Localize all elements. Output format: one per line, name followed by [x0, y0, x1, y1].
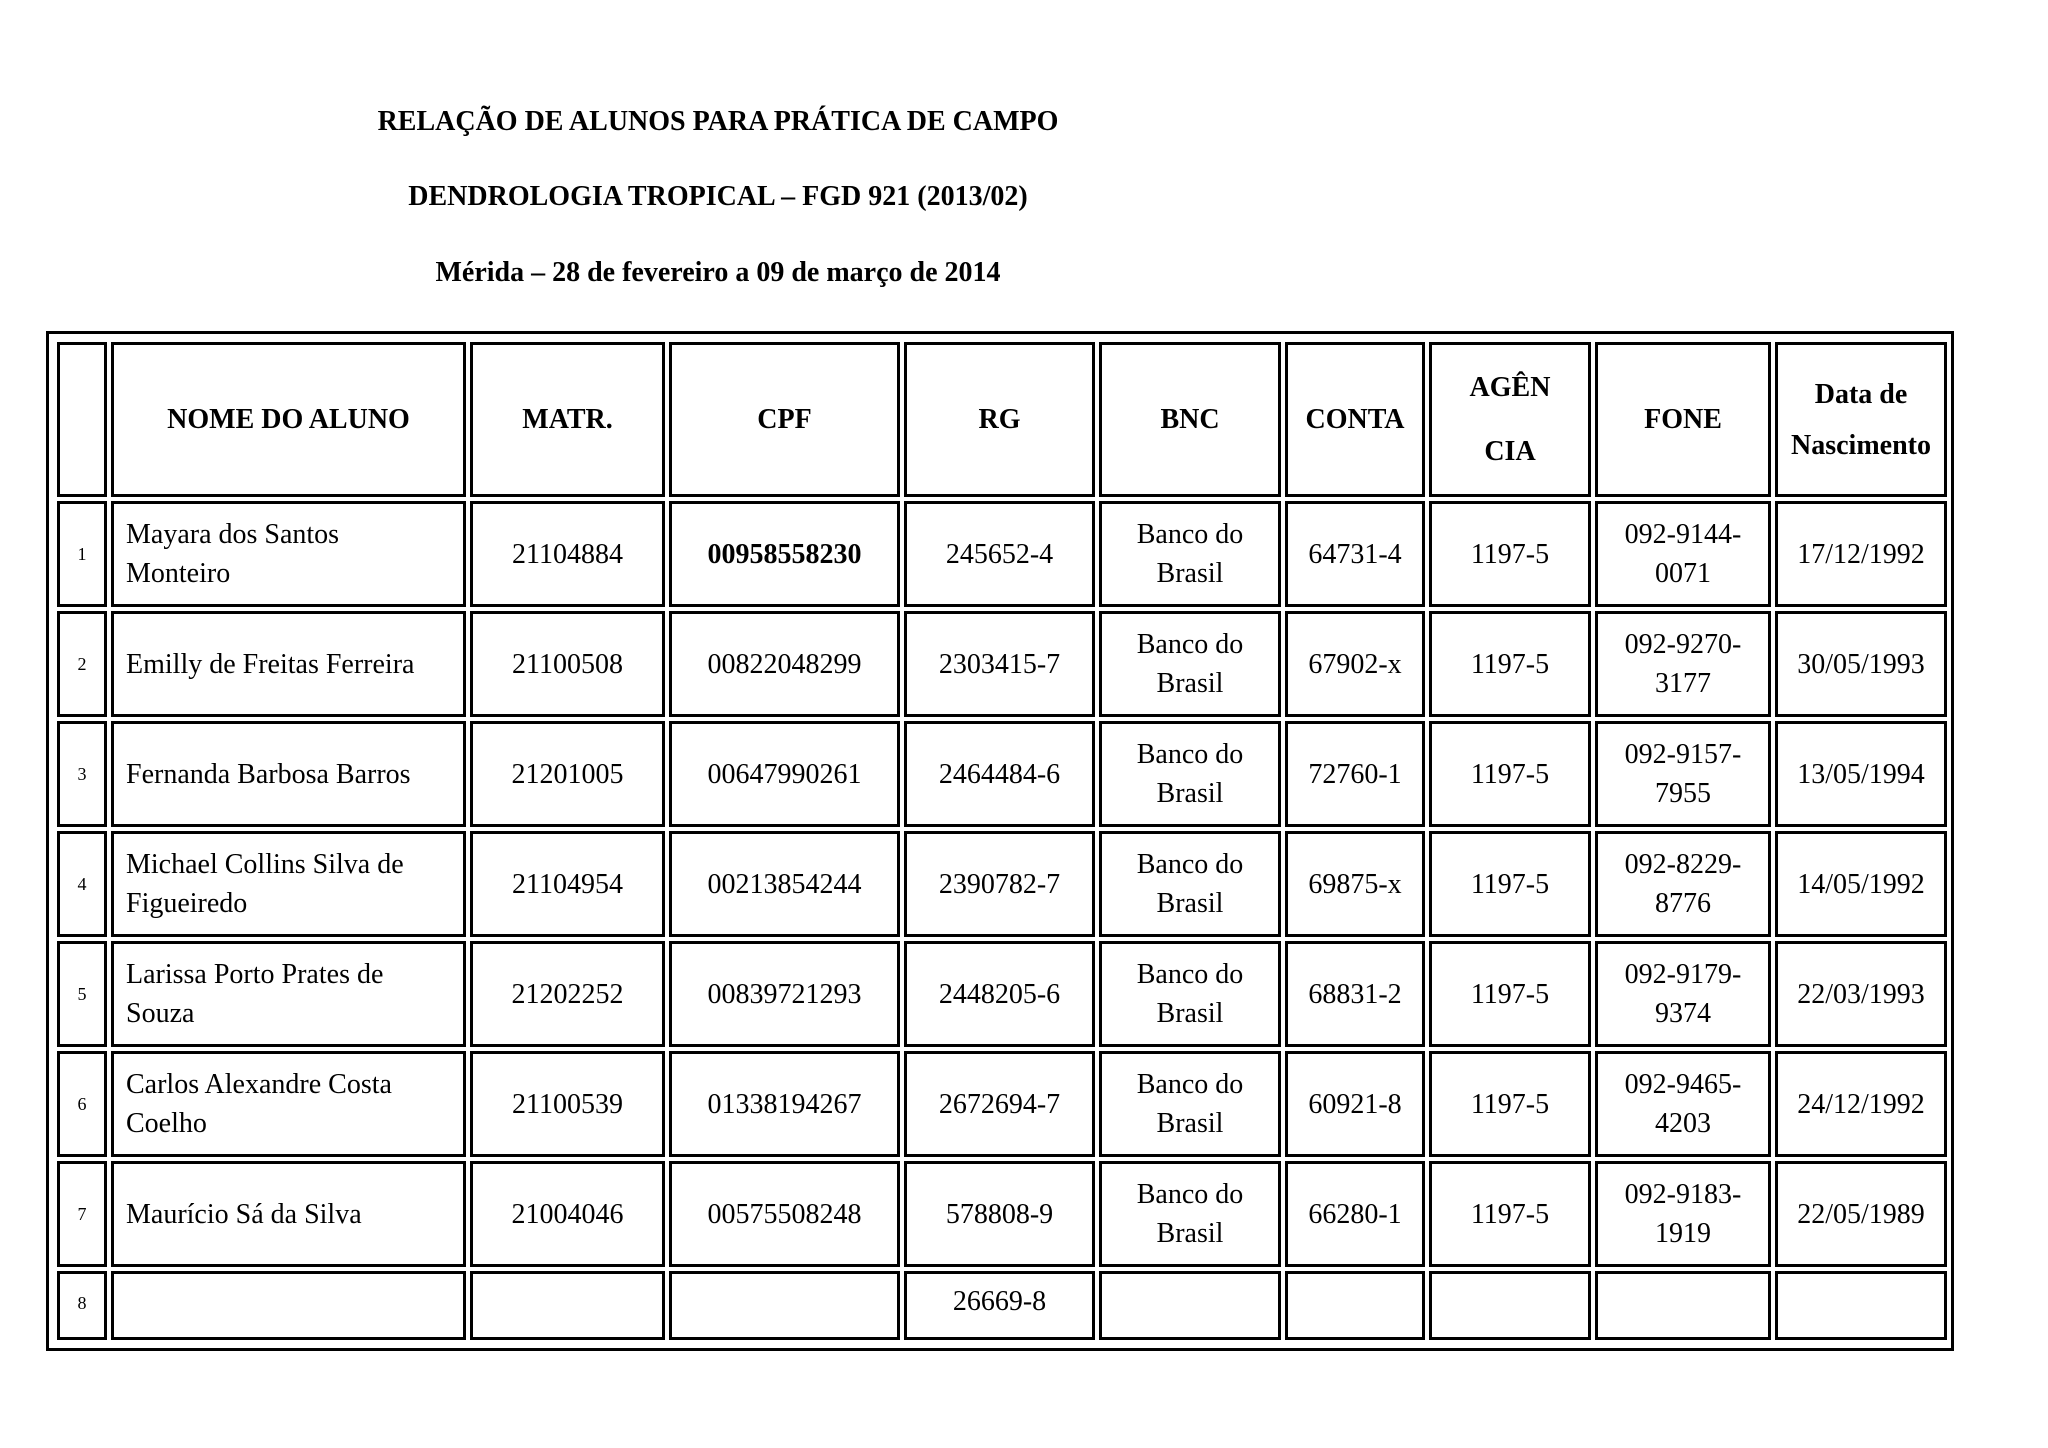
cell-num — [57, 1051, 107, 1157]
cell-bnc-line2: Brasil — [1156, 668, 1224, 699]
students-table-frame — [46, 331, 1954, 1351]
table-row — [57, 1051, 1947, 1157]
cell-rg — [904, 1161, 1095, 1267]
cell-fone-line1: 092-9179- — [1624, 959, 1742, 990]
cell-cpf-line1: 01338194267 — [707, 1088, 862, 1120]
cell-cpf — [669, 831, 900, 937]
cell-nome-line1: Fernanda Barbosa Barros — [126, 758, 411, 790]
cell-nome — [111, 1271, 466, 1340]
cell-fone-line1: 092-8229- — [1624, 849, 1742, 880]
cell-rg — [904, 1271, 1095, 1340]
cell-cpf-line1: 00575508248 — [707, 1198, 862, 1230]
cell-agencia — [1429, 941, 1591, 1047]
cell-matr-line1: 21100508 — [512, 648, 623, 680]
cell-nome — [111, 611, 466, 717]
cell-conta-line1: 60921-8 — [1308, 1088, 1402, 1120]
cell-matr — [470, 1271, 665, 1340]
cell-matr — [470, 721, 665, 827]
cell-num — [57, 501, 107, 607]
cell-fone-line2: 7955 — [1655, 778, 1711, 809]
cell-rg-line1: 2390782-7 — [938, 868, 1061, 900]
cell-cpf-line1: 00839721293 — [707, 978, 862, 1010]
cell-agencia — [1429, 501, 1591, 607]
cell-agencia-line1: 1197-5 — [1470, 758, 1550, 790]
cell-num-line1: 8 — [77, 1293, 87, 1313]
cell-fone — [1595, 1161, 1771, 1267]
cell-bnc — [1099, 721, 1281, 827]
cell-agencia — [1429, 1271, 1591, 1340]
cell-matr-line1: 21201005 — [511, 758, 624, 790]
cell-fone-line1: 092-9270- — [1624, 629, 1742, 660]
cell-rg — [904, 611, 1095, 717]
header-nascimento-line1: Data de — [1814, 378, 1908, 410]
cell-bnc-line1: Banco do — [1136, 849, 1244, 880]
cell-fone-line2: 9374 — [1655, 998, 1711, 1029]
cell-nome-line2: Monteiro — [126, 558, 231, 589]
cell-matr — [470, 941, 665, 1047]
course-subtitle: DENDROLOGIA TROPICAL – FGD 921 (2013/02) — [408, 181, 1028, 212]
cell-fone-line1: 092-9157- — [1624, 739, 1742, 770]
cell-fone-line2: 1919 — [1655, 1218, 1711, 1249]
cell-nome-line2: Figueiredo — [126, 888, 248, 919]
header-agencia-line2: CIA — [1484, 435, 1536, 467]
cell-fone — [1595, 1271, 1771, 1340]
cell-rg-line1: 578808-9 — [945, 1198, 1054, 1230]
cell-matr-line1: 21202252 — [511, 978, 624, 1010]
location-dates: Mérida – 28 de fevereiro a 09 de março de 2014 — [435, 257, 1001, 288]
cell-nome-line1: Larissa Porto Prates de — [126, 959, 384, 990]
cell-nascimento — [1775, 1161, 1947, 1267]
cell-nome-line1: Michael Collins Silva de — [126, 849, 404, 880]
cell-conta-line1: 64731-4 — [1308, 538, 1402, 570]
cell-bnc-line2: Brasil — [1156, 888, 1224, 919]
cell-rg-line1: 2303415-7 — [938, 648, 1061, 680]
cell-bnc — [1099, 1271, 1281, 1340]
cell-cpf-line1: 00647990261 — [707, 758, 862, 790]
cell-nome — [111, 941, 466, 1047]
cell-fone — [1595, 1051, 1771, 1157]
cell-conta-line1: 66280-1 — [1308, 1198, 1402, 1230]
cell-matr — [470, 1051, 665, 1157]
cell-num — [57, 941, 107, 1047]
cell-nome — [111, 1051, 466, 1157]
cell-nascimento-line1: 24/12/1992 — [1797, 1088, 1925, 1120]
cell-fone-line2: 4203 — [1655, 1108, 1711, 1139]
cell-num — [57, 831, 107, 937]
cell-agencia-line1: 1197-5 — [1470, 978, 1550, 1010]
cell-cpf — [669, 721, 900, 827]
cell-conta — [1285, 1271, 1425, 1340]
cell-conta — [1285, 1161, 1425, 1267]
cell-bnc — [1099, 1051, 1281, 1157]
cell-agencia-line1: 1197-5 — [1470, 1198, 1550, 1230]
cell-nome-line1: Carlos Alexandre Costa — [126, 1069, 392, 1100]
cell-num — [57, 1161, 107, 1267]
header-num — [57, 342, 107, 497]
cell-bnc-line1: Banco do — [1136, 629, 1244, 660]
cell-nascimento-line1: 30/05/1993 — [1797, 648, 1925, 680]
cell-conta — [1285, 721, 1425, 827]
header-fone: FONE — [1595, 342, 1771, 497]
cell-conta-line1: 69875-x — [1308, 868, 1402, 900]
cell-fone-line1: 092-9183- — [1624, 1179, 1742, 1210]
cell-agencia — [1429, 1161, 1591, 1267]
cell-agencia — [1429, 721, 1591, 827]
cell-nascimento — [1775, 831, 1947, 937]
cell-bnc-line2: Brasil — [1156, 1108, 1224, 1139]
header-nome: NOME DO ALUNO — [111, 342, 466, 497]
cell-nome-line1: Maurício Sá da Silva — [126, 1198, 362, 1230]
cell-nome-line2: Coelho — [126, 1108, 207, 1139]
cell-cpf — [669, 1161, 900, 1267]
cell-fone-line1: 092-9465- — [1624, 1069, 1742, 1100]
cell-fone-line2: 8776 — [1655, 888, 1711, 919]
cell-nascimento-line1: 14/05/1992 — [1797, 868, 1925, 900]
cell-conta — [1285, 941, 1425, 1047]
cell-rg — [904, 831, 1095, 937]
cell-bnc-line1: Banco do — [1136, 739, 1244, 770]
cell-conta-line1: 67902-x — [1308, 648, 1402, 680]
cell-num — [57, 611, 107, 717]
header-agencia — [1429, 342, 1591, 497]
cell-num-line1: 7 — [77, 1203, 87, 1224]
cell-num — [57, 1271, 107, 1340]
cell-cpf — [669, 611, 900, 717]
cell-bnc-line2: Brasil — [1156, 778, 1224, 809]
cell-agencia-line1: 1197-5 — [1470, 868, 1550, 900]
cell-rg — [904, 501, 1095, 607]
cell-bnc-line1: Banco do — [1136, 1069, 1244, 1100]
cell-rg-line1: 2672694-7 — [938, 1088, 1061, 1120]
cell-nome — [111, 1161, 466, 1267]
cell-nascimento-line1: 13/05/1994 — [1797, 758, 1925, 790]
cell-num-line1: 3 — [77, 763, 87, 784]
cell-rg-line1: 2464484-6 — [938, 758, 1061, 790]
cell-cpf-line1: 00958558230 — [707, 538, 862, 570]
cell-cpf — [669, 1271, 900, 1340]
cell-matr — [470, 831, 665, 937]
cell-fone — [1595, 941, 1771, 1047]
cell-rg-line1: 26669-8 — [952, 1286, 1047, 1317]
header-matr: MATR. — [470, 342, 665, 497]
cell-num-line1: 5 — [77, 983, 87, 1004]
cell-conta-line1: 72760-1 — [1308, 758, 1402, 790]
table-row — [57, 611, 1947, 717]
header-row — [57, 342, 1947, 497]
header-conta: CONTA — [1285, 342, 1425, 497]
cell-conta — [1285, 611, 1425, 717]
cell-rg — [904, 941, 1095, 1047]
header-rg: RG — [904, 342, 1095, 497]
cell-matr — [470, 611, 665, 717]
table-row — [57, 831, 1947, 937]
cell-agencia — [1429, 611, 1591, 717]
cell-fone-line1: 092-9144- — [1624, 519, 1742, 550]
table-row — [57, 721, 1947, 827]
cell-nascimento-line1: 17/12/1992 — [1797, 538, 1925, 570]
cell-agencia-line1: 1197-5 — [1470, 648, 1550, 680]
cell-nome — [111, 721, 466, 827]
cell-num — [57, 721, 107, 827]
cell-nome — [111, 831, 466, 937]
cell-matr-line1: 21100539 — [512, 1088, 623, 1120]
cell-num-line1: 4 — [77, 873, 87, 894]
cell-bnc-line2: Brasil — [1156, 998, 1224, 1029]
cell-nascimento — [1775, 1051, 1947, 1157]
table-row — [57, 941, 1947, 1047]
cell-rg — [904, 721, 1095, 827]
cell-nascimento-line1: 22/05/1989 — [1797, 1198, 1925, 1230]
header-bnc: BNC — [1099, 342, 1281, 497]
cell-conta-line1: 68831-2 — [1308, 978, 1402, 1010]
cell-rg-line1: 245652-4 — [945, 538, 1054, 570]
header-agencia-line1: AGÊN — [1469, 371, 1551, 403]
cell-nome-line1: Emilly de Freitas Ferreira — [126, 648, 415, 680]
cell-bnc — [1099, 611, 1281, 717]
header-nascimento-line2: Nascimento — [1791, 429, 1931, 461]
cell-nascimento-line1: 22/03/1993 — [1797, 978, 1925, 1010]
cell-cpf — [669, 1051, 900, 1157]
cell-fone-line2: 3177 — [1655, 668, 1711, 699]
cell-num-line1: 1 — [77, 543, 87, 564]
cell-cpf — [669, 941, 900, 1047]
table-row — [57, 1271, 1947, 1340]
cell-fone — [1595, 501, 1771, 607]
cell-conta — [1285, 1051, 1425, 1157]
cell-nome — [111, 501, 466, 607]
cell-bnc-line1: Banco do — [1136, 959, 1244, 990]
cell-num-line1: 2 — [77, 653, 87, 674]
cell-agencia-line1: 1197-5 — [1470, 538, 1550, 570]
cell-cpf-line1: 00213854244 — [707, 868, 862, 900]
cell-fone-line2: 0071 — [1655, 558, 1711, 589]
cell-bnc-line1: Banco do — [1136, 1179, 1244, 1210]
cell-cpf-line1: 00822048299 — [707, 648, 862, 680]
cell-matr — [470, 1161, 665, 1267]
cell-nome-line2: Souza — [126, 998, 195, 1029]
cell-nascimento — [1775, 1271, 1947, 1340]
cell-rg — [904, 1051, 1095, 1157]
cell-nascimento — [1775, 941, 1947, 1047]
cell-nascimento — [1775, 721, 1947, 827]
cell-bnc — [1099, 831, 1281, 937]
cell-bnc — [1099, 501, 1281, 607]
cell-agencia — [1429, 1051, 1591, 1157]
table-row — [57, 1161, 1947, 1267]
cell-matr — [470, 501, 665, 607]
document-title: RELAÇÃO DE ALUNOS PARA PRÁTICA DE CAMPO — [377, 106, 1059, 137]
cell-cpf — [669, 501, 900, 607]
cell-bnc-line1: Banco do — [1136, 519, 1244, 550]
cell-matr-line1: 21104954 — [512, 868, 623, 900]
cell-conta — [1285, 501, 1425, 607]
cell-matr-line1: 21004046 — [511, 1198, 624, 1230]
header-cpf: CPF — [669, 342, 900, 497]
cell-bnc — [1099, 941, 1281, 1047]
cell-nome-line1: Mayara dos Santos — [126, 519, 340, 550]
cell-bnc-line2: Brasil — [1156, 1218, 1224, 1249]
cell-agencia — [1429, 831, 1591, 937]
cell-num-line1: 6 — [77, 1093, 87, 1114]
cell-rg-line1: 2448205-6 — [938, 978, 1061, 1010]
header-nascimento — [1775, 342, 1947, 497]
cell-nascimento — [1775, 611, 1947, 717]
cell-fone — [1595, 721, 1771, 827]
cell-conta — [1285, 831, 1425, 937]
cell-nascimento — [1775, 501, 1947, 607]
cell-bnc — [1099, 1161, 1281, 1267]
cell-agencia-line1: 1197-5 — [1470, 1088, 1550, 1120]
cell-fone — [1595, 831, 1771, 937]
cell-bnc-line2: Brasil — [1156, 558, 1224, 589]
table-row — [57, 501, 1947, 607]
cell-matr-line1: 21104884 — [512, 538, 623, 570]
cell-fone — [1595, 611, 1771, 717]
students-table — [53, 338, 1951, 1344]
